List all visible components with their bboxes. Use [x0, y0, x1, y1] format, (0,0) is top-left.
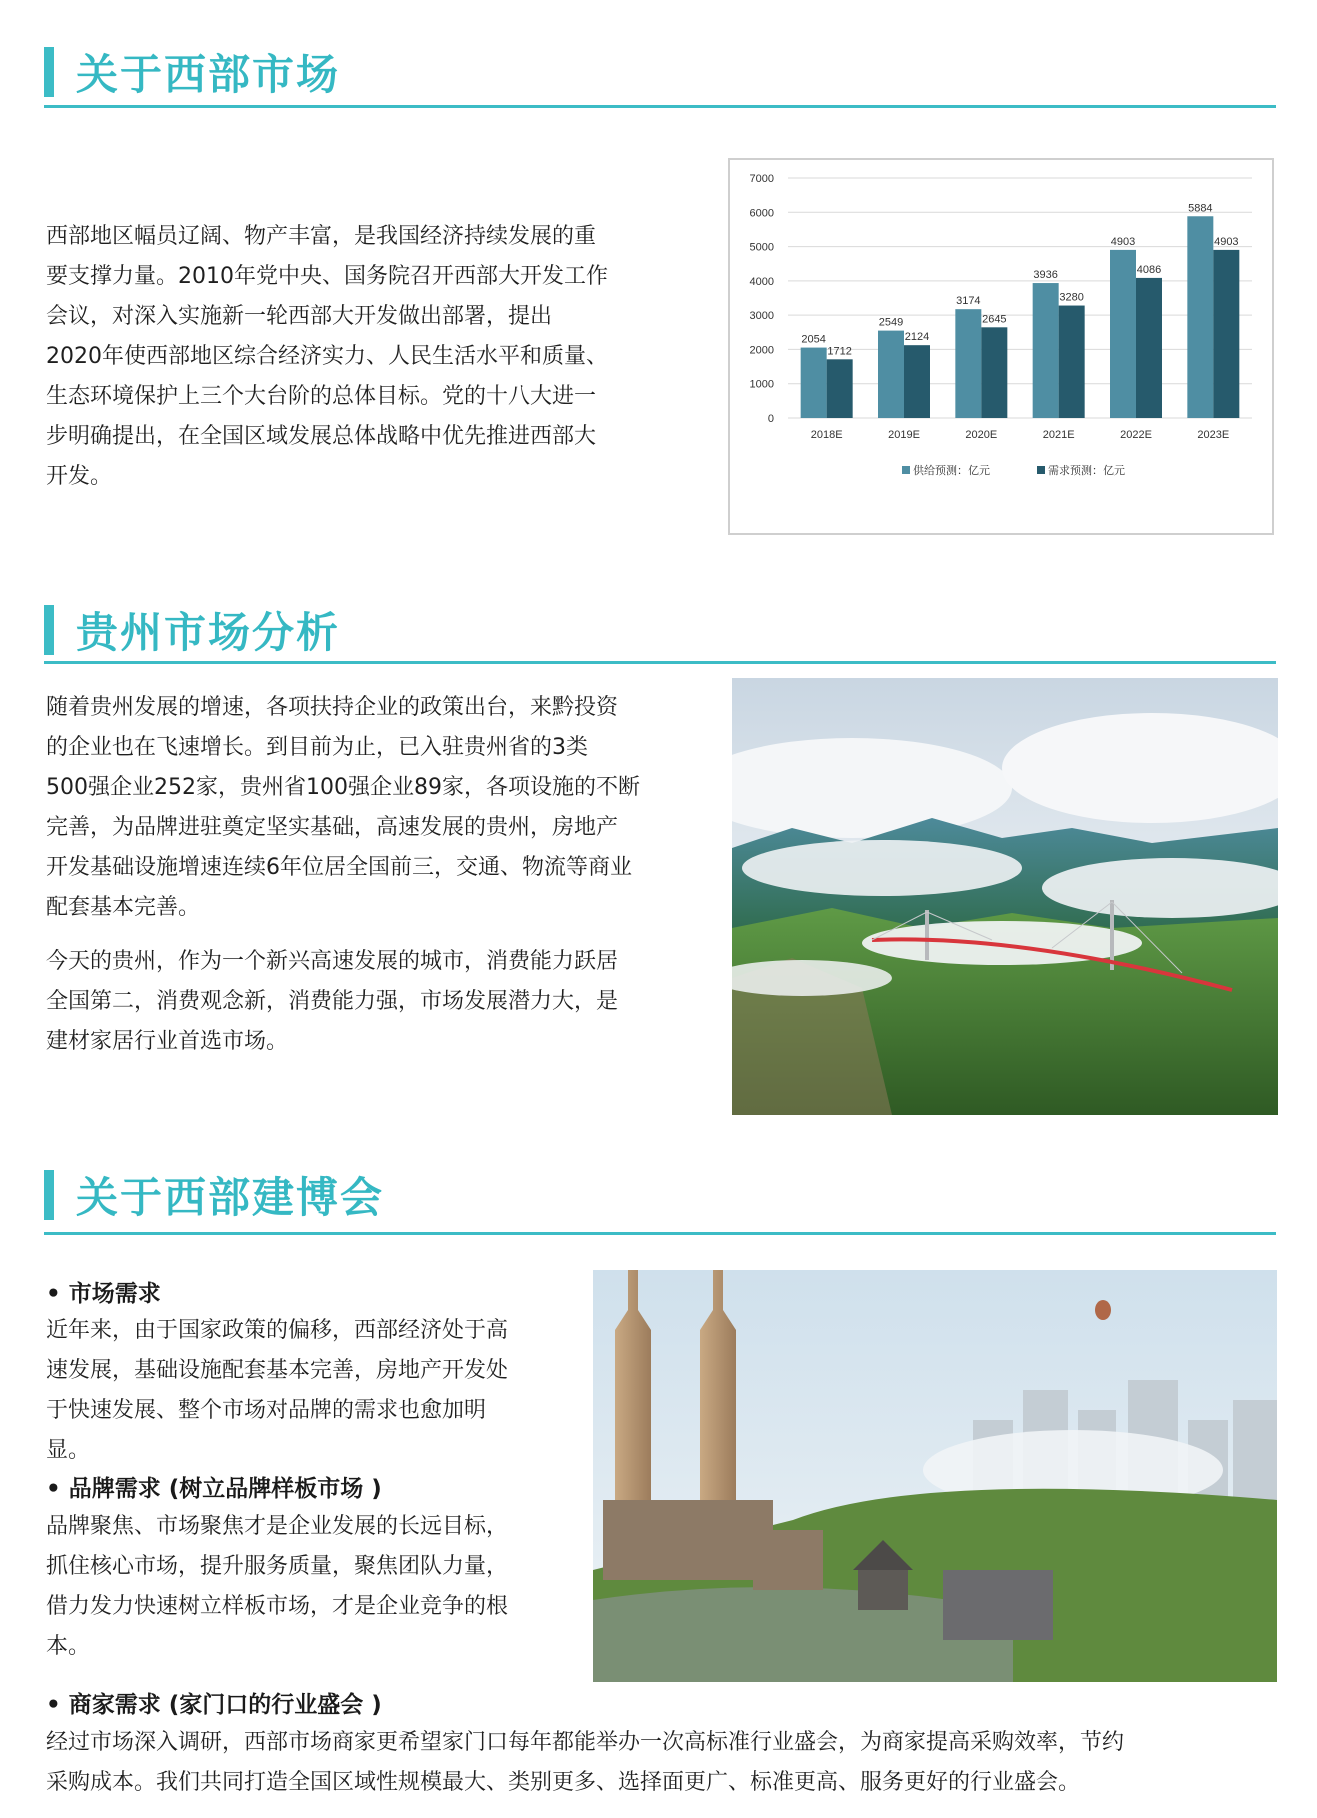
- title-accent-bar: [44, 1170, 54, 1220]
- x-tick-label: 2023E: [1197, 429, 1230, 441]
- data-label: 4086: [1136, 263, 1162, 276]
- text-line: 品牌聚焦、市场聚焦才是企业发展的长远目标，: [46, 1514, 509, 1539]
- legend-swatch: [902, 466, 910, 474]
- bar-supply: [801, 348, 827, 418]
- data-label: 2124: [904, 331, 930, 344]
- text-line: 西部地区幅员辽阔、物产丰富，是我国经济持续发展的重: [46, 224, 597, 249]
- section-title-guizhou: 贵州市场分析: [44, 600, 340, 660]
- west-market-paragraph: [46, 217, 706, 497]
- data-label: 2054: [801, 333, 826, 346]
- bar-demand: [1213, 250, 1239, 418]
- data-label: 4903: [1110, 235, 1136, 248]
- brand-demand-paragraph: [46, 1507, 586, 1667]
- legend-label: 需求预测：亿元: [1048, 465, 1125, 477]
- y-tick-label: 1000: [749, 378, 774, 391]
- text-line: 完善，为品牌进驻奠定坚实基础，高速发展的贵州，房地产: [46, 815, 619, 840]
- legend-swatch: [1037, 466, 1045, 474]
- text-line: 抓住核心市场，提升服务质量，聚焦团队力量，: [46, 1554, 509, 1579]
- bar-demand: [904, 345, 930, 418]
- text-line: 生态环境保护上三个大台阶的总体目标。党的十八大进一: [46, 384, 597, 409]
- text-line: 的企业也在飞速增长。到目前为止，已入驻贵州省的3类: [46, 735, 588, 760]
- bar-demand: [1136, 278, 1162, 418]
- bar-demand: [827, 359, 853, 418]
- text-line: 会议，对深入实施新一轮西部大开发做出部署，提出: [46, 304, 553, 329]
- market-demand-paragraph: [46, 1311, 586, 1471]
- data-label: 4903: [1214, 235, 1239, 248]
- text-line: 全国第二，消费观念新，消费能力强，市场发展潜力大，是: [46, 989, 619, 1014]
- bullet-merchant-demand-heading: • 商家需求 (家门口的行业盛会 ): [46, 1692, 382, 1718]
- y-tick-label: 7000: [749, 173, 774, 185]
- data-label: 3936: [1033, 269, 1058, 282]
- bar-supply: [878, 331, 904, 418]
- y-tick-label: 6000: [749, 207, 774, 220]
- text-line: 随着贵州发展的增速，各项扶持企业的政策出台，来黔投资: [46, 695, 619, 720]
- text-line: 于快速发展、整个市场对品牌的需求也愈加明: [46, 1398, 487, 1423]
- title-accent-bar: [44, 47, 54, 97]
- data-label: 2645: [982, 313, 1007, 326]
- text-line: 2020年使西部地区综合经济实力、人民生活水平和质量、: [46, 344, 608, 369]
- guizhou-paragraph-2: [46, 942, 706, 1062]
- y-tick-label: 2000: [749, 344, 774, 357]
- y-tick-label: 0: [767, 413, 774, 425]
- title-accent-bar: [44, 605, 54, 655]
- section-title-west-market: 关于西部市场: [44, 42, 340, 102]
- data-label: 3280: [1059, 291, 1084, 304]
- text-line: 500强企业252家，贵州省100强企业89家，各项设施的不断: [46, 775, 640, 800]
- text-line: 开发。: [46, 464, 113, 489]
- text-line: 近年来，由于国家政策的偏移，西部经济处于高: [46, 1318, 509, 1343]
- section-title-expo: 关于西部建博会: [44, 1165, 384, 1225]
- section-divider: [44, 1232, 1276, 1235]
- bridge-landscape-photo: [732, 678, 1278, 1115]
- data-label: 1712: [827, 345, 852, 358]
- city-towers-photo: [593, 1270, 1277, 1682]
- x-tick-label: 2019E: [888, 429, 920, 441]
- bar-demand: [981, 327, 1007, 418]
- data-label: 2549: [878, 316, 904, 329]
- section-divider: [44, 105, 1276, 108]
- y-tick-label: 4000: [749, 275, 774, 288]
- x-tick-label: 2018E: [810, 429, 843, 441]
- text-line: 采购成本。我们共同打造全国区域性规模最大、类别更多、选择面更广、标准更高、服务更好的行业盛会。: [46, 1770, 1081, 1795]
- text-line: 要支撑力量。2010年党中央、国务院召开西部大开发工作: [46, 264, 608, 289]
- text-line: 步明确提出，在全国区域发展总体战略中优先推进西部大: [46, 424, 597, 449]
- guizhou-paragraph-1: [46, 688, 706, 928]
- text-line: 借力发力快速树立样板市场，才是企业竞争的根: [46, 1594, 509, 1619]
- legend-label: 供给预测：亿元: [913, 465, 990, 477]
- text-line: 速发展，基础设施配套基本完善，房地产开发处: [46, 1358, 509, 1383]
- x-tick-label: 2021E: [1042, 429, 1075, 441]
- data-label: 5884: [1188, 202, 1213, 215]
- text-line: 配套基本完善。: [46, 895, 201, 920]
- bar-demand: [1059, 306, 1085, 418]
- section-divider: [44, 661, 1276, 664]
- x-tick-label: 2020E: [965, 429, 998, 441]
- merchant-demand-paragraph: [46, 1723, 1286, 1803]
- y-tick-label: 5000: [749, 241, 774, 254]
- y-tick-label: 3000: [749, 310, 774, 323]
- bullet-brand-demand-heading: • 品牌需求 (树立品牌样板市场 ): [46, 1476, 382, 1502]
- bar-supply: [1033, 283, 1059, 418]
- chart-canvas: [730, 160, 1272, 533]
- bar-supply: [955, 309, 981, 418]
- text-line: 开发基础设施增速连续6年位居全国前三，交通、物流等商业: [46, 855, 632, 880]
- supply-demand-bar-chart: [728, 158, 1274, 535]
- text-line: 本。: [46, 1634, 91, 1659]
- bar-supply: [1187, 216, 1213, 418]
- bullet-market-demand-heading: • 市场需求: [46, 1281, 161, 1307]
- text-line: 建材家居行业首选市场。: [46, 1029, 289, 1054]
- text-line: 经过市场深入调研，西部市场商家更希望家门口每年都能举办一次高标准行业盛会，为商家提高采购效率，节约: [46, 1730, 1125, 1755]
- bar-supply: [1110, 250, 1136, 418]
- text-line: 今天的贵州，作为一个新兴高速发展的城市，消费能力跃居: [46, 949, 619, 974]
- text-line: 显。: [46, 1438, 91, 1463]
- x-tick-label: 2022E: [1120, 429, 1152, 441]
- data-label: 3174: [956, 295, 981, 308]
